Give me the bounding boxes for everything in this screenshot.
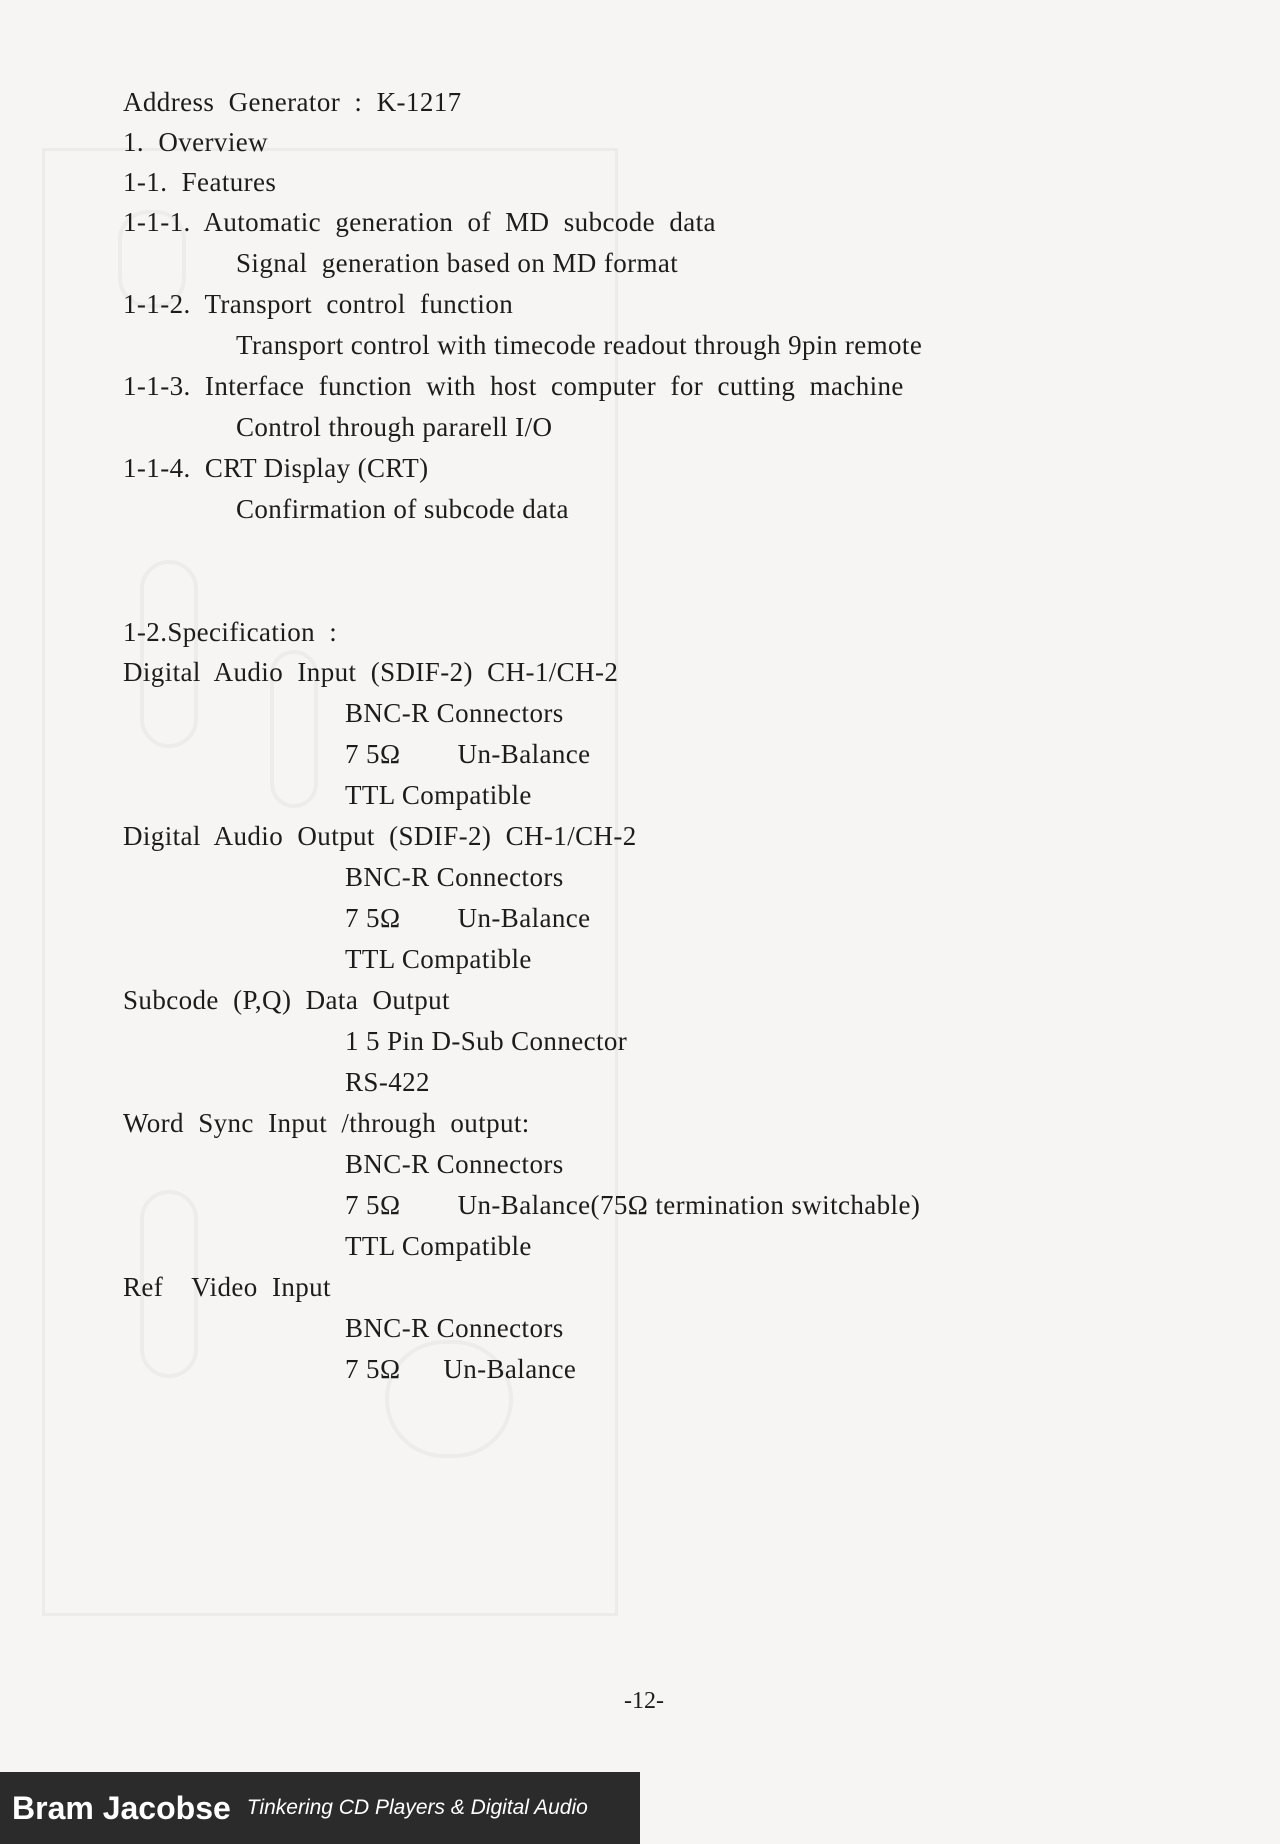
banner-name: Bram Jacobse (12, 1789, 231, 1826)
bleed-through-connector (140, 560, 198, 748)
page-number: -12- (624, 1688, 664, 1714)
spec-detail: 1 5 Pin D-Sub Connector (345, 1026, 628, 1056)
spec-item: Digital Audio Input (SDIF-2) CH-1/CH-2 (123, 657, 619, 687)
spec-detail: TTL Compatible (345, 944, 532, 974)
section-heading: 1-2.Specification : (123, 617, 338, 647)
feature-description: Control through pararell I/O (236, 412, 553, 442)
feature-item: 1-1-3. Interface function with host computer for cutting machine (123, 371, 904, 401)
feature-item: 1-1-1. Automatic generation of MD subcode data (123, 207, 716, 237)
spec-detail: 7 5Ω Un-Balance (345, 739, 591, 769)
spec-detail: 7 5Ω Un-Balance (345, 903, 591, 933)
spec-detail: BNC-R Connectors (345, 1313, 564, 1343)
feature-description: Confirmation of subcode data (236, 494, 569, 524)
spec-detail: RS-422 (345, 1067, 430, 1097)
spec-detail: 7 5Ω Un-Balance (345, 1354, 577, 1384)
watermark-banner (0, 1772, 640, 1844)
spec-item: Word Sync Input /through output: (123, 1108, 530, 1138)
feature-item: 1-1-4. CRT Display (CRT) (123, 453, 429, 483)
section-heading: 1. Overview (123, 127, 269, 157)
spec-detail: BNC-R Connectors (345, 862, 564, 892)
section-heading: 1-1. Features (123, 167, 277, 197)
spec-detail: BNC-R Connectors (345, 1149, 564, 1179)
feature-item: 1-1-2. Transport control function (123, 289, 514, 319)
doc-title: Address Generator : K-1217 (123, 87, 462, 117)
spec-item: Ref Video Input (123, 1272, 331, 1302)
feature-description: Signal generation based on MD format (236, 248, 679, 278)
spec-item: Digital Audio Output (SDIF-2) CH-1/CH-2 (123, 821, 637, 851)
spec-detail: TTL Compatible (345, 1231, 532, 1261)
feature-description: Transport control with timecode readout through 9pin remote (236, 330, 923, 360)
spec-detail: 7 5Ω Un-Balance(75Ω termination switchable) (345, 1190, 921, 1220)
spec-item: Subcode (P,Q) Data Output (123, 985, 450, 1015)
spec-detail: TTL Compatible (345, 780, 532, 810)
spec-detail: BNC-R Connectors (345, 698, 564, 728)
banner-tagline: Tinkering CD Players & Digital Audio (246, 1796, 588, 1819)
